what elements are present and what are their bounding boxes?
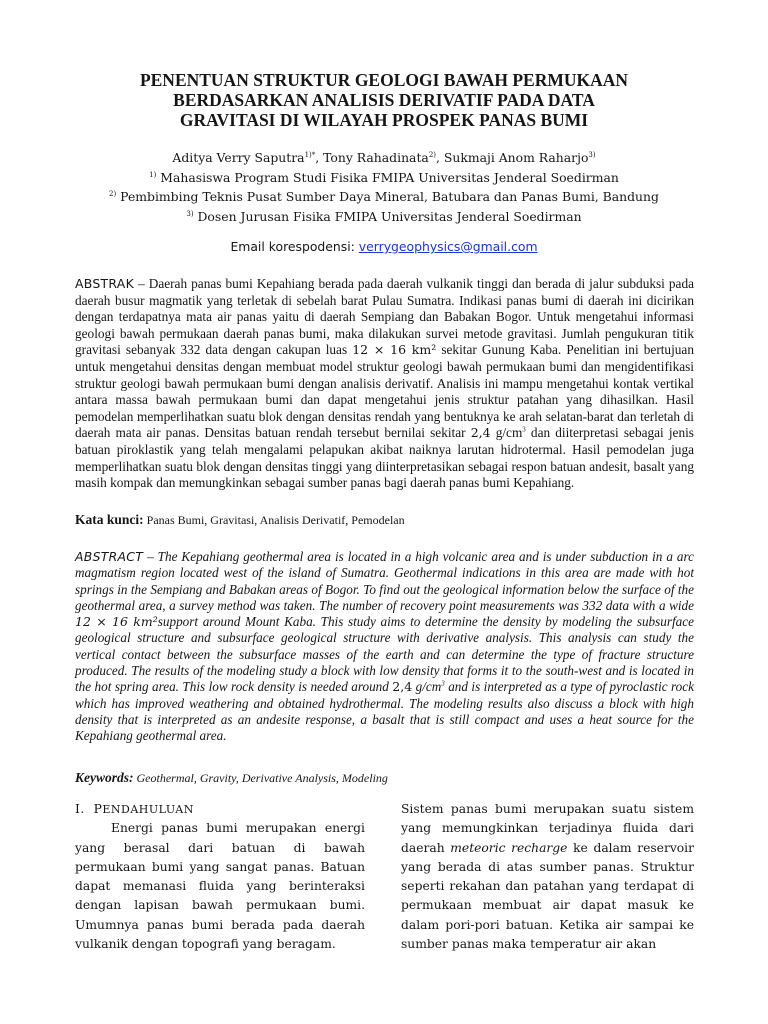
correspondence-email	[60, 239, 708, 254]
keywords-label: Keywords:	[75, 770, 134, 785]
title-line: BERDASARKAN ANALISIS DERIVATIF PADA DATA	[173, 90, 595, 110]
body-paragraph: Sistem panas bumi merupakan suatu sistem yang memungkinkan terjadinya fluida dari daerah meteoric recharge ke dalam reservoir yang berada di atas sumber panas. Struktur seperti rekahan dan patahan yang terdapat di permukaan membuat air dapat masuk ke dalam pori-pori batuan. Ketika air sampai ke sumber panas maka temperatur air akan	[401, 802, 694, 952]
kata-kunci-value: Panas Bumi, Gravitasi, Analisis Derivatif, Pemodelan	[143, 513, 405, 527]
body-paragraph: Energi panas bumi merupakan energi yang berasal dari batuan di bawah permukaan bumi yang sangat panas. Batuan dapat memanasi fluida yang berinteraksi dengan lapisan bawah permukaan bumi. Umumnya panas bumi berada pada daerah vulkanik dengan topografi yang beragam.	[75, 821, 365, 952]
author-names: Aditya Verry Saputra$^{1)*}$, Tony Rahadinata$^{2)}$, Sukmaji Anom Raharjo$^{3)}$	[172, 150, 596, 165]
affiliation-1: $^{1)}$ Mahasiswa Program Studi Fisika FMIPA Universitas Jenderal Soedirman	[149, 169, 619, 185]
section-heading: I. PENDAHULUAN	[75, 802, 194, 816]
abstract-label: ABSTRACT	[75, 549, 144, 564]
keywords-value: Geothermal, Gravity, Derivative Analysis, Modeling	[133, 771, 388, 785]
abstract-paragraph: ABSTRACT – The Kepahiang geothermal area is located in a high volcanic area and is under subduction in a arc magmatism region located west of the island of Sumatra. Geothermal indications in this area are made with hot springs in the Sempiang and Babakan areas of Bogor. To find out the geological information below the surface of the geothermal area, a survey method was taken. The number of recovery point measurements was 332 data with a wide 12 × 16 km²support around Mount Kaba. This study aims to determine the density by modeling the subsurface geological structure and subsurface geological structure with derivative analysis. This analysis can study the vertical contact between the subsurface masses of the earth and can determine the type of fracture structure produced. The results of the modeling study a block with low density that forms it to the south-west and is located in the hot spring area. This low rock density is needed around 2,4 $g/cm^3$ and is interpreted as a type of pyroclastic rock which has improved weathering and obtained hydrothermal. The modeling results also discuss a block with high density that is interpreted as an andesite response, a basalt that is still compact and uses a heat source for the Kepahiang geothermal area.	[75, 549, 694, 744]
title-line: PENENTUAN STRUKTUR GEOLOGI BAWAH PERMUKAAN	[139, 70, 629, 90]
kata-kunci	[75, 512, 694, 528]
density-value: 2,4	[392, 679, 413, 695]
email-label: Email korespodensi:	[230, 239, 359, 254]
title-line: GRAVITASI DI WILAYAH PROSPEK PANAS BUMI	[179, 110, 589, 130]
abstrak-label: ABSTRAK	[75, 276, 135, 291]
right-column	[401, 800, 694, 954]
abstrak-paragraph: ABSTRAK – Daerah panas bumi Kepahiang berada pada daerah vulkanik tinggi dan berada di jalur subduksi pada daerah busur magmatik yang terletak di sebelah barat Pulau Sumatra. Indikasi panas bumi di daerah ini dicirikan dengan terdapatnya mata air panas yaitu di daerah Sempiang dan Babakan Bogor. Untuk mengetahui informasi geologi bawah permukaan daerah panas bumi, maka dilakukan survei metode gravitasi. Jumlah pengukuran titik gravitasi sebanyak 332 data dengan cakupan luas 12 × 16 km² sekitar Gunung Kaba. Penelitian ini bertujuan untuk mengetahui densitas dengan membuat model struktur geologi bawah permukaan bumi dan mengidentifikasi struktur geologi bawah permukaan bumi dengan analisis derivatif. Analisis ini mampu mengetahui kontak vertikal antara massa bawah permukaan bumi dan dapat mengetahui jenis struktur patahan yang dihasilkan. Hasil pemodelan memperlihatkan suatu blok dengan densitas rendah yang bentuknya ke arah selatan-barat dan terletah di daerah mata air panas. Densitas batuan rendah tersebut bernilai sekitar 2,4 $g/cm^3$ dan diiterpretasi sebagai jenis batuan piroklastik yang telah mengalami pelapukan akibat naiknya larutan hidrotermal. Hasil pemodelan juga memperlihatkan suatu blok dengan densitas tinggi yang diinterpretasikan sebagai respon batuan andesit, basalt yang masih kompak dan memungkinkan sebagai sumber panas bagi daerah panas bumi Kepahiang.	[75, 276, 694, 491]
affiliation-2: $^{2)}$ Pembimbing Teknis Pusat Sumber Daya Mineral, Batubara dan Panas Bumi, Bandung	[109, 189, 659, 204]
affiliation-3: $^{3)}$ Dosen Jurusan Fisika FMIPA Universitas Jenderal Soedirman	[186, 208, 582, 224]
density-value: 2,4	[470, 425, 491, 441]
author-block	[60, 148, 708, 226]
area-formula: 12 × 16 km²	[75, 614, 158, 630]
keywords	[75, 770, 694, 786]
email-link[interactable]: verrygeophysics@gmail.com	[358, 239, 538, 254]
left-column	[75, 800, 365, 954]
area-formula: 12 × 16 km²	[352, 342, 437, 358]
paper-title	[90, 70, 678, 130]
kata-kunci-label: Kata kunci:	[75, 512, 144, 527]
